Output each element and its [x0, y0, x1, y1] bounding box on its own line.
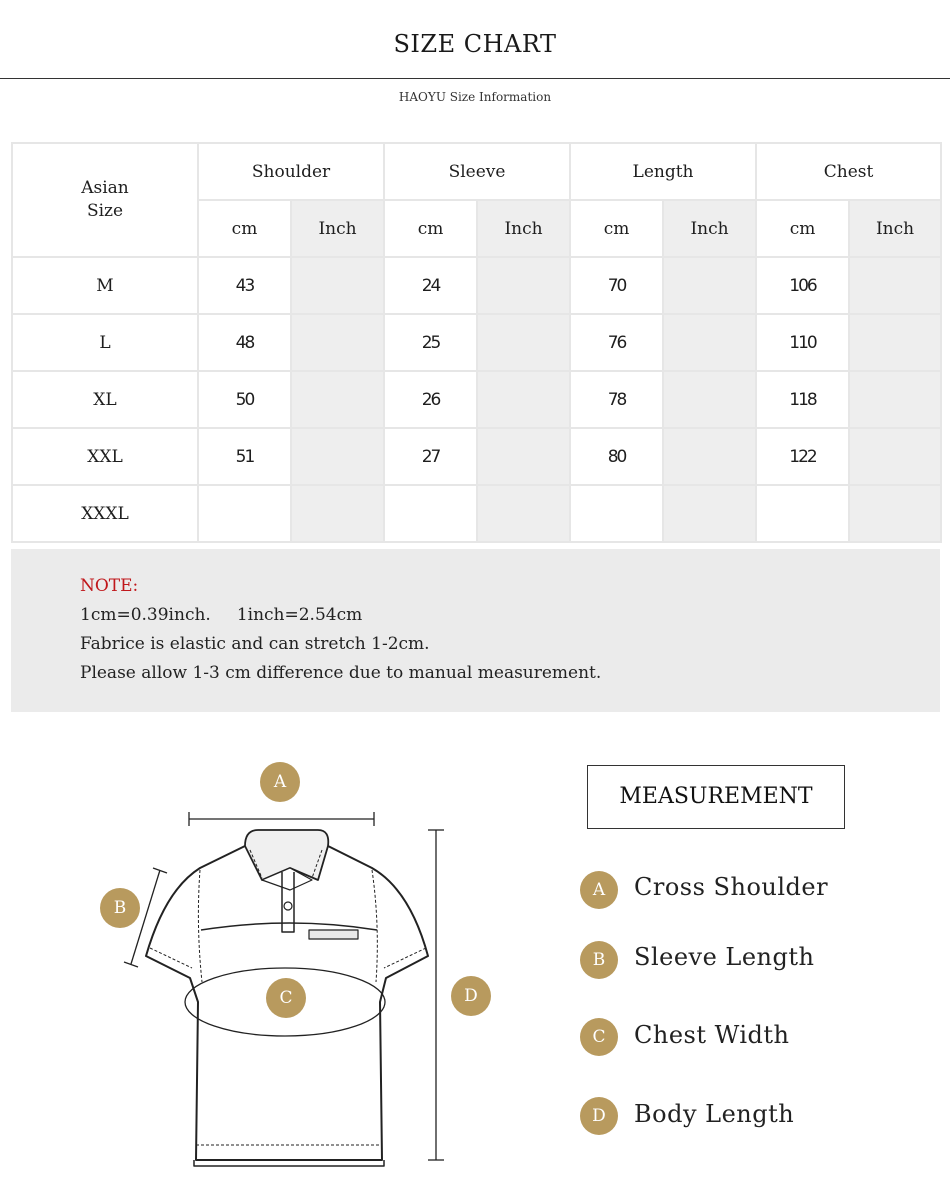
- sleeve-cm-cell: 24: [384, 257, 477, 314]
- chest-inch-cell: [849, 428, 941, 485]
- shoulder-inch-cell: [291, 314, 384, 371]
- size-column-header: Asian Size: [12, 143, 198, 257]
- note-conversion: [80, 605, 362, 625]
- shoulder-cm-cell: 50: [198, 371, 291, 428]
- unit-header: Inch: [849, 200, 941, 257]
- table-row: [12, 314, 941, 371]
- marker-c-icon: C: [266, 978, 306, 1018]
- unit-header: cm: [384, 200, 477, 257]
- shoulder-cm-cell: 48: [198, 314, 291, 371]
- chest-cm-cell: 110: [756, 314, 849, 371]
- legend-a-icon: A: [580, 871, 618, 909]
- chest-cm-cell: 118: [756, 371, 849, 428]
- shoulder-cm-cell: 51: [198, 428, 291, 485]
- chest-inch-cell: [849, 257, 941, 314]
- sleeve-cm-cell: 25: [384, 314, 477, 371]
- sleeve-inch-cell: [477, 257, 570, 314]
- chest-cm-cell: [756, 485, 849, 542]
- group-header-chest: Chest: [756, 143, 941, 200]
- legend-chest-width: Chest Width: [634, 1021, 790, 1049]
- unit-header: cm: [570, 200, 663, 257]
- table-row: [12, 485, 941, 542]
- shoulder-cm-cell: [198, 485, 291, 542]
- legend-cross-shoulder: Cross Shoulder: [634, 873, 829, 901]
- note-tolerance: Please allow 1-3 cm difference due to manual measurement.: [80, 663, 602, 683]
- chest-cm-cell: 122: [756, 428, 849, 485]
- shoulder-inch-cell: [291, 428, 384, 485]
- shoulder-inch-cell: [291, 371, 384, 428]
- marker-a-icon: A: [260, 762, 300, 802]
- length-inch-cell: [663, 485, 756, 542]
- size-label: L: [12, 314, 198, 371]
- measurement-title: MEASUREMENT: [587, 765, 845, 829]
- length-cm-cell: 76: [570, 314, 663, 371]
- note-label: NOTE:: [80, 576, 139, 596]
- size-label: XL: [12, 371, 198, 428]
- table-row: [12, 371, 941, 428]
- legend-sleeve-length: Sleeve Length: [634, 943, 815, 971]
- chest-inch-cell: [849, 485, 941, 542]
- chest-cm-cell: 106: [756, 257, 849, 314]
- note-inch-to-cm: 1inch=2.54cm: [236, 605, 363, 625]
- page-title: SIZE CHART: [393, 30, 557, 58]
- unit-header: Inch: [663, 200, 756, 257]
- table-row: [12, 428, 941, 485]
- size-label: XXL: [12, 428, 198, 485]
- sleeve-cm-cell: [384, 485, 477, 542]
- table-row: [12, 257, 941, 314]
- legend-body-length: Body Length: [634, 1100, 795, 1128]
- note-panel: [11, 549, 940, 712]
- sleeve-inch-cell: [477, 314, 570, 371]
- length-inch-cell: [663, 257, 756, 314]
- length-cm-cell: 70: [570, 257, 663, 314]
- unit-header: Inch: [291, 200, 384, 257]
- shoulder-inch-cell: [291, 485, 384, 542]
- shoulder-cm-cell: 43: [198, 257, 291, 314]
- group-header-shoulder: Shoulder: [198, 143, 384, 200]
- title-divider: [0, 78, 950, 79]
- sleeve-inch-cell: [477, 485, 570, 542]
- length-inch-cell: [663, 371, 756, 428]
- sleeve-inch-cell: [477, 371, 570, 428]
- marker-d-icon: D: [451, 976, 491, 1016]
- length-cm-cell: 78: [570, 371, 663, 428]
- unit-header: cm: [198, 200, 291, 257]
- length-cm-cell: [570, 485, 663, 542]
- chest-inch-cell: [849, 371, 941, 428]
- size-label: M: [12, 257, 198, 314]
- length-inch-cell: [663, 428, 756, 485]
- marker-b-icon: B: [100, 888, 140, 928]
- legend-d-icon: D: [580, 1097, 618, 1135]
- length-inch-cell: [663, 314, 756, 371]
- sleeve-inch-cell: [477, 428, 570, 485]
- note-stretch: Fabrice is elastic and can stretch 1-2cm.: [80, 634, 430, 654]
- size-label: XXXL: [12, 485, 198, 542]
- sleeve-cm-cell: 26: [384, 371, 477, 428]
- note-cm-to-inch: 1cm=0.39inch.: [80, 605, 211, 625]
- unit-header: Inch: [477, 200, 570, 257]
- group-header-length: Length: [570, 143, 756, 200]
- shoulder-inch-cell: [291, 257, 384, 314]
- legend-b-icon: B: [580, 941, 618, 979]
- group-header-sleeve: Sleeve: [384, 143, 570, 200]
- length-cm-cell: 80: [570, 428, 663, 485]
- page-subtitle: HAOYU Size Information: [398, 90, 552, 104]
- legend-c-icon: C: [580, 1018, 618, 1056]
- sleeve-cm-cell: 27: [384, 428, 477, 485]
- chest-inch-cell: [849, 314, 941, 371]
- unit-header: cm: [756, 200, 849, 257]
- size-table: [11, 142, 942, 543]
